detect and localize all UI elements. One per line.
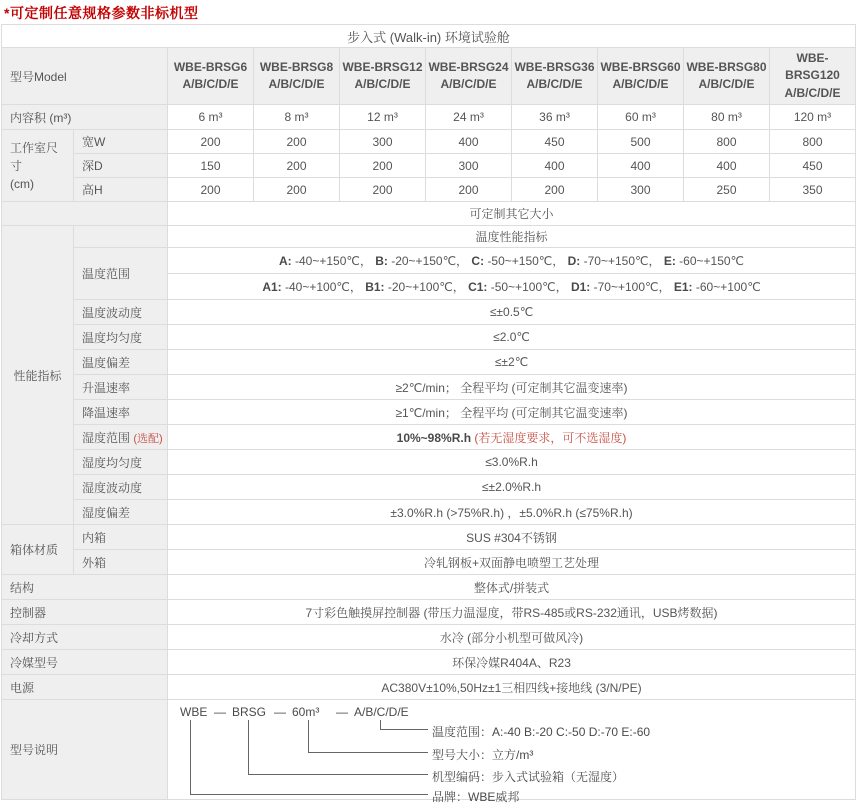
humidity-range-label-text: 湿度范围 — [82, 430, 134, 445]
cell-volume: 120 m³ — [770, 105, 856, 130]
model-name: WBE-BRSG36 — [514, 59, 595, 74]
cell-height: 350 — [770, 178, 856, 202]
model-variants: A/B/C/D/E — [612, 77, 669, 92]
model-variants: A/B/C/D/E — [784, 85, 841, 100]
perf-row-value: ≤±0.5℃ — [168, 300, 856, 325]
model-name: WBE-BRSG12 — [342, 59, 423, 74]
dim-row-label: 高H — [74, 178, 168, 202]
cell-height: 300 — [598, 178, 684, 202]
perf-row-value: ≤3.0%R.h — [168, 450, 856, 475]
perf-row-value: ≤±2.0%R.h — [168, 475, 856, 500]
simple-row-value: 水冷 (部分小机型可做风冷) — [168, 625, 856, 650]
cell-width: 500 — [598, 130, 684, 154]
model-column-header — [684, 48, 770, 105]
cell-depth: 150 — [168, 154, 254, 178]
empty-label-cell — [2, 202, 168, 226]
dim-row-label: 深D — [74, 154, 168, 178]
formula-part-brand: WBE — [180, 704, 208, 719]
note-model-size: 型号大小：立方/m³ — [432, 747, 534, 762]
simple-row-value: 7寸彩色触摸屏控制器 (带压力温湿度，带RS-485或RS-232通讯，USB烤数据) — [168, 600, 856, 625]
temp-range-line-1 — [168, 248, 856, 274]
simple-row-label: 冷媒型号 — [2, 650, 168, 675]
model-column-header — [426, 48, 512, 105]
perf-row-label: 降温速率 — [74, 400, 168, 425]
perf-row-label: 升温速率 — [74, 375, 168, 400]
model-column-header — [340, 48, 426, 105]
perf-row-label: 温度偏差 — [74, 350, 168, 375]
cell-width: 800 — [770, 130, 856, 154]
cell-height: 200 — [512, 178, 598, 202]
temp-performance-header: 温度性能指标 — [168, 226, 856, 248]
cell-volume: 36 m³ — [512, 105, 598, 130]
cabinet-label: 箱体材质 — [2, 525, 74, 575]
dim-row-label: 宽W — [74, 130, 168, 154]
seg: A: — [279, 254, 295, 269]
model-explain-cell — [168, 700, 856, 804]
simple-row-label: 控制器 — [2, 600, 168, 625]
seg: D1: — [570, 280, 594, 295]
performance-label: 性能指标 — [2, 226, 74, 525]
seg: B1: — [365, 280, 388, 295]
cell-volume: 60 m³ — [598, 105, 684, 130]
seg: C: — [471, 254, 488, 269]
dimensions-label-text: 工作室尺寸 — [10, 140, 59, 173]
seg: -60~+150℃ — [679, 254, 745, 269]
model-column-header — [598, 48, 684, 105]
simple-row-label: 冷却方式 — [2, 625, 168, 650]
formula-separator: — — [336, 704, 348, 719]
cell-height: 200 — [168, 178, 254, 202]
cell-depth: 300 — [426, 154, 512, 178]
formula-part-series: BRSG — [232, 704, 267, 719]
perf-row-value: ≤±2℃ — [168, 350, 856, 375]
cell-depth: 400 — [598, 154, 684, 178]
dimensions-label — [2, 130, 74, 202]
cabinet-row-value: SUS #304不锈钢 — [168, 525, 856, 550]
cell-height: 200 — [340, 178, 426, 202]
model-name: WBE-BRSG120 — [785, 51, 840, 83]
custom-size-note: 可定制其它大小 — [168, 202, 856, 226]
seg: -70~+100℃， — [593, 280, 674, 295]
seg: -60~+100℃ — [695, 280, 761, 295]
cell-width: 800 — [684, 130, 770, 154]
perf-row-label: 温度波动度 — [74, 300, 168, 325]
perf-row-label: 湿度偏差 — [74, 500, 168, 525]
cabinet-row-label: 外箱 — [74, 550, 168, 575]
seg: E1: — [673, 280, 696, 295]
seg: -50~+100℃， — [490, 280, 571, 295]
cell-width: 200 — [168, 130, 254, 154]
perf-row-value: ≥2℃/min； 全程平均 (可定制其它温变速率) — [168, 375, 856, 400]
cell-depth: 200 — [340, 154, 426, 178]
cell-volume: 12 m³ — [340, 105, 426, 130]
note-brand: 品牌：WBE威邦 — [432, 789, 520, 804]
cell-height: 250 — [684, 178, 770, 202]
cabinet-row-label: 内箱 — [74, 525, 168, 550]
seg: A1: — [262, 280, 285, 295]
humidity-range-value-main: 10%~98%R.h — [396, 430, 475, 445]
temp-range-line-2 — [168, 274, 856, 300]
model-column-header — [254, 48, 340, 105]
model-variants: A/B/C/D/E — [354, 77, 411, 92]
seg: -70~+150℃， — [583, 254, 664, 269]
dimensions-unit: (cm) — [10, 176, 34, 191]
cabinet-row-value: 冷轧钢板+双面静电喷塑工艺处理 — [168, 550, 856, 575]
model-variants: A/B/C/D/E — [268, 77, 325, 92]
model-variants: A/B/C/D/E — [698, 77, 755, 92]
spec-table — [1, 24, 856, 804]
model-row-label: 型号Model — [2, 48, 168, 105]
perf-row-label: 湿度波动度 — [74, 475, 168, 500]
volume-row-label: 内容积 (m³) — [2, 105, 168, 130]
seg: E: — [663, 254, 680, 269]
simple-row-value: AC380V±10%,50Hz±1三相四线+接地线 (3/N/PE) — [168, 675, 856, 700]
perf-row-value: ≤2.0℃ — [168, 325, 856, 350]
cell-width: 400 — [426, 130, 512, 154]
cell-depth: 200 — [254, 154, 340, 178]
cell-height: 200 — [426, 178, 512, 202]
note-temp-range: 温度范围：A:-40 B:-20 C:-50 D:-70 E:-60 — [432, 724, 651, 739]
model-name: WBE-BRSG24 — [428, 59, 509, 74]
humidity-range-value — [168, 425, 856, 450]
model-name: WBE-BRSG60 — [600, 59, 681, 74]
cell-volume: 24 m³ — [426, 105, 512, 130]
seg: C1: — [468, 280, 491, 295]
formula-separator: — — [274, 704, 286, 719]
page-title: *可定制任意规格参数非标机型 — [4, 5, 199, 21]
simple-row-value: 环保冷媒R404A、R23 — [168, 650, 856, 675]
cell-depth: 400 — [512, 154, 598, 178]
seg: -40~+150℃， — [295, 254, 376, 269]
perf-row-value: ≥1℃/min； 全程平均 (可定制其它温变速率) — [168, 400, 856, 425]
perf-row-label: 湿度均匀度 — [74, 450, 168, 475]
simple-row-value: 整体式/拼装式 — [168, 575, 856, 600]
seg: -50~+150℃， — [487, 254, 568, 269]
temp-range-label: 温度范围 — [74, 248, 168, 300]
perf-row-value: ±3.0%R.h (>75%R.h) ，±5.0%R.h (≤75%R.h) — [168, 500, 856, 525]
cell-volume: 8 m³ — [254, 105, 340, 130]
model-variants: A/B/C/D/E — [440, 77, 497, 92]
model-variants: A/B/C/D/E — [182, 77, 239, 92]
formula-part-size: 60m³ — [292, 704, 320, 719]
formula-part-variants: A/B/C/D/E — [354, 704, 409, 719]
table-title: 步入式 (Walk-in) 环境试验舱 — [2, 25, 856, 48]
cell-depth: 400 — [684, 154, 770, 178]
model-column-header — [168, 48, 254, 105]
cell-height: 200 — [254, 178, 340, 202]
cell-width: 200 — [254, 130, 340, 154]
model-name: WBE-BRSG80 — [686, 59, 767, 74]
humidity-range-optional-tag: (选配) — [133, 432, 163, 445]
seg: -20~+100℃， — [387, 280, 469, 295]
cell-volume: 80 m³ — [684, 105, 770, 130]
elbow-line — [190, 720, 428, 795]
simple-row-label: 电源 — [2, 675, 168, 700]
model-name: WBE-BRSG6 — [173, 59, 248, 74]
cell-volume: 6 m³ — [168, 105, 254, 130]
model-column-header — [770, 48, 856, 105]
model-code-diagram — [168, 701, 855, 804]
formula-separator: — — [214, 704, 226, 719]
model-column-header — [512, 48, 598, 105]
seg: -40~+100℃， — [285, 280, 366, 295]
humidity-range-value-note: (若无湿度要求，可不选湿度) — [474, 430, 627, 445]
seg: B: — [375, 254, 392, 269]
cell-width: 450 — [512, 130, 598, 154]
model-name: WBE-BRSG8 — [259, 59, 334, 74]
seg: -20~+150℃， — [391, 254, 472, 269]
cell-depth: 450 — [770, 154, 856, 178]
perf-row-label: 温度均匀度 — [74, 325, 168, 350]
note-machine-code: 机型编码：步入式试验箱（无湿度） — [432, 769, 625, 784]
empty-label-cell — [74, 226, 168, 248]
simple-row-label: 结构 — [2, 575, 168, 600]
cell-width: 300 — [340, 130, 426, 154]
humidity-range-label — [74, 425, 168, 450]
model-explain-label: 型号说明 — [2, 700, 168, 800]
model-variants: A/B/C/D/E — [526, 77, 583, 92]
seg: D: — [567, 254, 584, 269]
